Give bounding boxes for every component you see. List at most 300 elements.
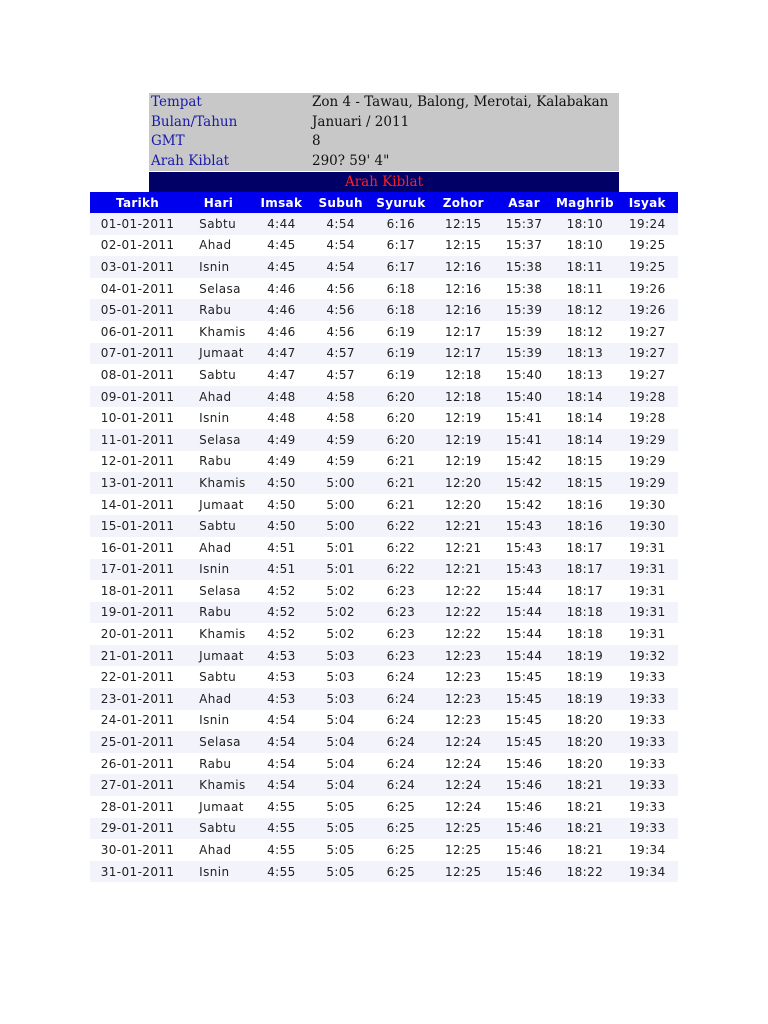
cell-syuruk: 6:23	[370, 645, 431, 667]
cell-tarikh: 01-01-2011	[90, 213, 185, 235]
cell-isyak: 19:31	[617, 537, 678, 559]
table-row	[90, 364, 678, 386]
table-row	[90, 861, 678, 883]
cell-zohor: 12:24	[432, 753, 495, 775]
cell-isyak: 19:31	[617, 602, 678, 624]
cell-tarikh: 29-01-2011	[90, 818, 185, 840]
cell-isyak: 19:33	[617, 818, 678, 840]
table-row	[90, 580, 678, 602]
info-value: Januari / 2011	[312, 113, 410, 130]
cell-hari: Sabtu	[185, 818, 252, 840]
table-row	[90, 731, 678, 753]
column-header-subuh: Subuh	[311, 192, 370, 213]
column-header-tarikh: Tarikh	[90, 192, 185, 213]
cell-imsak: 4:44	[252, 213, 311, 235]
cell-hari: Rabu	[185, 753, 252, 775]
cell-imsak: 4:47	[252, 343, 311, 365]
cell-asar: 15:45	[495, 688, 553, 710]
cell-hari: Sabtu	[185, 364, 252, 386]
cell-syuruk: 6:16	[370, 213, 431, 235]
cell-maghrib: 18:22	[553, 861, 616, 883]
cell-tarikh: 07-01-2011	[90, 343, 185, 365]
cell-imsak: 4:49	[252, 451, 311, 473]
cell-zohor: 12:16	[432, 299, 495, 321]
cell-hari: Khamis	[185, 774, 252, 796]
info-value: 290? 59' 4"	[312, 152, 390, 169]
arah-kiblat-banner: Arah Kiblat	[149, 172, 619, 192]
cell-zohor: 12:15	[432, 235, 495, 257]
cell-tarikh: 10-01-2011	[90, 407, 185, 429]
cell-maghrib: 18:15	[553, 472, 616, 494]
info-label: GMT	[151, 133, 185, 149]
cell-syuruk: 6:20	[370, 386, 431, 408]
column-header-asar: Asar	[495, 192, 553, 213]
cell-subuh: 4:56	[311, 299, 370, 321]
cell-subuh: 5:05	[311, 818, 370, 840]
cell-hari: Ahad	[185, 386, 252, 408]
cell-asar: 15:37	[495, 235, 553, 257]
cell-maghrib: 18:13	[553, 343, 616, 365]
cell-syuruk: 6:24	[370, 753, 431, 775]
cell-syuruk: 6:18	[370, 278, 431, 300]
cell-maghrib: 18:21	[553, 796, 616, 818]
cell-tarikh: 23-01-2011	[90, 688, 185, 710]
cell-isyak: 19:30	[617, 494, 678, 516]
cell-zohor: 12:19	[432, 429, 495, 451]
cell-syuruk: 6:22	[370, 515, 431, 537]
cell-zohor: 12:19	[432, 407, 495, 429]
cell-maghrib: 18:16	[553, 515, 616, 537]
cell-isyak: 19:26	[617, 278, 678, 300]
cell-asar: 15:43	[495, 559, 553, 581]
cell-tarikh: 02-01-2011	[90, 235, 185, 257]
cell-isyak: 19:25	[617, 235, 678, 257]
info-row-arah-kiblat	[149, 152, 619, 172]
cell-syuruk: 6:17	[370, 235, 431, 257]
cell-imsak: 4:49	[252, 429, 311, 451]
column-header-zohor: Zohor	[432, 192, 495, 213]
cell-imsak: 4:45	[252, 235, 311, 257]
cell-syuruk: 6:17	[370, 256, 431, 278]
cell-subuh: 4:54	[311, 256, 370, 278]
cell-imsak: 4:46	[252, 278, 311, 300]
cell-isyak: 19:34	[617, 839, 678, 861]
cell-syuruk: 6:24	[370, 688, 431, 710]
cell-tarikh: 19-01-2011	[90, 602, 185, 624]
cell-subuh: 4:57	[311, 343, 370, 365]
table-row	[90, 753, 678, 775]
cell-syuruk: 6:22	[370, 559, 431, 581]
cell-imsak: 4:54	[252, 753, 311, 775]
table-row	[90, 645, 678, 667]
cell-imsak: 4:50	[252, 494, 311, 516]
cell-subuh: 5:01	[311, 537, 370, 559]
cell-syuruk: 6:24	[370, 774, 431, 796]
cell-zohor: 12:25	[432, 839, 495, 861]
table-row	[90, 602, 678, 624]
cell-subuh: 5:04	[311, 731, 370, 753]
cell-maghrib: 18:19	[553, 666, 616, 688]
cell-maghrib: 18:21	[553, 774, 616, 796]
cell-zohor: 12:24	[432, 796, 495, 818]
cell-syuruk: 6:19	[370, 343, 431, 365]
cell-isyak: 19:34	[617, 861, 678, 883]
cell-maghrib: 18:21	[553, 839, 616, 861]
table-row	[90, 666, 678, 688]
cell-hari: Isnin	[185, 559, 252, 581]
cell-hari: Ahad	[185, 839, 252, 861]
cell-asar: 15:46	[495, 796, 553, 818]
cell-zohor: 12:23	[432, 710, 495, 732]
cell-syuruk: 6:25	[370, 839, 431, 861]
cell-asar: 15:46	[495, 818, 553, 840]
cell-tarikh: 03-01-2011	[90, 256, 185, 278]
cell-isyak: 19:27	[617, 321, 678, 343]
cell-isyak: 19:33	[617, 666, 678, 688]
cell-syuruk: 6:23	[370, 580, 431, 602]
cell-syuruk: 6:22	[370, 537, 431, 559]
cell-subuh: 5:05	[311, 861, 370, 883]
cell-asar: 15:40	[495, 386, 553, 408]
table-row	[90, 623, 678, 645]
table-row	[90, 515, 678, 537]
cell-syuruk: 6:20	[370, 429, 431, 451]
cell-subuh: 4:58	[311, 407, 370, 429]
cell-maghrib: 18:19	[553, 645, 616, 667]
cell-isyak: 19:31	[617, 580, 678, 602]
cell-maghrib: 18:10	[553, 235, 616, 257]
cell-isyak: 19:33	[617, 796, 678, 818]
cell-asar: 15:46	[495, 839, 553, 861]
location-info-table	[149, 93, 619, 171]
cell-subuh: 5:02	[311, 602, 370, 624]
table-row	[90, 494, 678, 516]
info-label: Arah Kiblat	[151, 152, 230, 169]
cell-tarikh: 16-01-2011	[90, 537, 185, 559]
column-header-isyak: Isyak	[617, 192, 678, 213]
cell-asar: 15:44	[495, 602, 553, 624]
cell-asar: 15:41	[495, 429, 553, 451]
cell-syuruk: 6:25	[370, 796, 431, 818]
cell-tarikh: 20-01-2011	[90, 623, 185, 645]
cell-subuh: 5:04	[311, 710, 370, 732]
cell-isyak: 19:26	[617, 299, 678, 321]
cell-imsak: 4:52	[252, 580, 311, 602]
cell-syuruk: 6:20	[370, 407, 431, 429]
cell-syuruk: 6:21	[370, 494, 431, 516]
cell-imsak: 4:53	[252, 688, 311, 710]
cell-maghrib: 18:11	[553, 278, 616, 300]
table-row	[90, 299, 678, 321]
cell-zohor: 12:24	[432, 774, 495, 796]
cell-tarikh: 25-01-2011	[90, 731, 185, 753]
cell-hari: Sabtu	[185, 213, 252, 235]
cell-zohor: 12:15	[432, 213, 495, 235]
cell-asar: 15:44	[495, 580, 553, 602]
cell-isyak: 19:29	[617, 451, 678, 473]
cell-syuruk: 6:24	[370, 710, 431, 732]
cell-subuh: 5:03	[311, 688, 370, 710]
cell-tarikh: 21-01-2011	[90, 645, 185, 667]
cell-hari: Khamis	[185, 321, 252, 343]
cell-subuh: 5:02	[311, 623, 370, 645]
cell-hari: Sabtu	[185, 666, 252, 688]
cell-asar: 15:46	[495, 861, 553, 883]
cell-tarikh: 06-01-2011	[90, 321, 185, 343]
cell-hari: Isnin	[185, 861, 252, 883]
cell-hari: Selasa	[185, 429, 252, 451]
cell-zohor: 12:21	[432, 537, 495, 559]
cell-asar: 15:44	[495, 623, 553, 645]
cell-hari: Jumaat	[185, 343, 252, 365]
cell-zohor: 12:24	[432, 731, 495, 753]
cell-imsak: 4:46	[252, 299, 311, 321]
table-row	[90, 321, 678, 343]
cell-zohor: 12:16	[432, 278, 495, 300]
cell-subuh: 5:03	[311, 645, 370, 667]
cell-zohor: 12:25	[432, 818, 495, 840]
cell-isyak: 19:31	[617, 559, 678, 581]
cell-imsak: 4:48	[252, 386, 311, 408]
cell-imsak: 4:53	[252, 645, 311, 667]
cell-hari: Khamis	[185, 472, 252, 494]
cell-asar: 15:39	[495, 321, 553, 343]
cell-subuh: 4:54	[311, 235, 370, 257]
cell-hari: Jumaat	[185, 494, 252, 516]
info-row-tempat	[149, 93, 619, 113]
info-value: Zon 4 - Tawau, Balong, Merotai, Kalabakan	[312, 94, 609, 110]
cell-syuruk: 6:21	[370, 472, 431, 494]
cell-isyak: 19:24	[617, 213, 678, 235]
cell-hari: Jumaat	[185, 796, 252, 818]
table-row	[90, 343, 678, 365]
cell-isyak: 19:33	[617, 731, 678, 753]
cell-subuh: 5:05	[311, 796, 370, 818]
table-row	[90, 407, 678, 429]
cell-hari: Selasa	[185, 731, 252, 753]
cell-isyak: 19:32	[617, 645, 678, 667]
cell-maghrib: 18:16	[553, 494, 616, 516]
table-row	[90, 213, 678, 235]
cell-zohor: 12:18	[432, 386, 495, 408]
info-label: Bulan/Tahun	[151, 113, 238, 130]
cell-tarikh: 05-01-2011	[90, 299, 185, 321]
cell-maghrib: 18:11	[553, 256, 616, 278]
table-header-row	[90, 192, 678, 213]
cell-maghrib: 18:12	[553, 299, 616, 321]
cell-subuh: 5:05	[311, 839, 370, 861]
column-header-imsak: Imsak	[252, 192, 311, 213]
cell-hari: Jumaat	[185, 645, 252, 667]
cell-imsak: 4:55	[252, 818, 311, 840]
cell-tarikh: 04-01-2011	[90, 278, 185, 300]
cell-maghrib: 18:20	[553, 753, 616, 775]
cell-imsak: 4:45	[252, 256, 311, 278]
cell-isyak: 19:33	[617, 774, 678, 796]
cell-subuh: 5:00	[311, 472, 370, 494]
cell-hari: Ahad	[185, 537, 252, 559]
cell-tarikh: 31-01-2011	[90, 861, 185, 883]
cell-hari: Khamis	[185, 623, 252, 645]
cell-tarikh: 12-01-2011	[90, 451, 185, 473]
cell-zohor: 12:23	[432, 688, 495, 710]
cell-zohor: 12:20	[432, 494, 495, 516]
cell-maghrib: 18:14	[553, 407, 616, 429]
cell-tarikh: 22-01-2011	[90, 666, 185, 688]
cell-subuh: 5:03	[311, 666, 370, 688]
table-row	[90, 429, 678, 451]
cell-asar: 15:41	[495, 407, 553, 429]
cell-maghrib: 18:19	[553, 688, 616, 710]
cell-imsak: 4:54	[252, 731, 311, 753]
cell-tarikh: 18-01-2011	[90, 580, 185, 602]
cell-imsak: 4:55	[252, 796, 311, 818]
table-row	[90, 256, 678, 278]
cell-syuruk: 6:25	[370, 818, 431, 840]
cell-subuh: 4:57	[311, 364, 370, 386]
table-row	[90, 839, 678, 861]
table-row	[90, 235, 678, 257]
info-value: 8	[312, 133, 321, 149]
cell-maghrib: 18:18	[553, 623, 616, 645]
cell-zohor: 12:22	[432, 602, 495, 624]
cell-asar: 15:42	[495, 494, 553, 516]
table-row	[90, 710, 678, 732]
column-header-maghrib: Maghrib	[553, 192, 616, 213]
cell-maghrib: 18:20	[553, 731, 616, 753]
info-row-gmt	[149, 132, 619, 152]
table-row	[90, 451, 678, 473]
cell-isyak: 19:33	[617, 753, 678, 775]
cell-hari: Selasa	[185, 580, 252, 602]
cell-subuh: 5:02	[311, 580, 370, 602]
table-row	[90, 796, 678, 818]
cell-zohor: 12:22	[432, 623, 495, 645]
cell-imsak: 4:48	[252, 407, 311, 429]
cell-asar: 15:46	[495, 774, 553, 796]
cell-tarikh: 27-01-2011	[90, 774, 185, 796]
cell-zohor: 12:20	[432, 472, 495, 494]
cell-maghrib: 18:10	[553, 213, 616, 235]
cell-zohor: 12:16	[432, 256, 495, 278]
cell-asar: 15:38	[495, 256, 553, 278]
cell-isyak: 19:27	[617, 343, 678, 365]
cell-imsak: 4:52	[252, 602, 311, 624]
cell-imsak: 4:54	[252, 774, 311, 796]
cell-isyak: 19:31	[617, 623, 678, 645]
cell-maghrib: 18:14	[553, 429, 616, 451]
cell-subuh: 5:01	[311, 559, 370, 581]
cell-isyak: 19:27	[617, 364, 678, 386]
column-header-syuruk: Syuruk	[370, 192, 431, 213]
cell-isyak: 19:29	[617, 429, 678, 451]
cell-tarikh: 26-01-2011	[90, 753, 185, 775]
cell-imsak: 4:54	[252, 710, 311, 732]
cell-syuruk: 6:24	[370, 666, 431, 688]
cell-asar: 15:43	[495, 515, 553, 537]
cell-zohor: 12:19	[432, 451, 495, 473]
cell-zohor: 12:21	[432, 515, 495, 537]
cell-asar: 15:44	[495, 645, 553, 667]
cell-tarikh: 15-01-2011	[90, 515, 185, 537]
table-row	[90, 278, 678, 300]
cell-zohor: 12:21	[432, 559, 495, 581]
cell-imsak: 4:51	[252, 537, 311, 559]
cell-hari: Selasa	[185, 278, 252, 300]
cell-isyak: 19:28	[617, 386, 678, 408]
cell-tarikh: 28-01-2011	[90, 796, 185, 818]
cell-syuruk: 6:21	[370, 451, 431, 473]
info-label: Tempat	[151, 94, 202, 110]
cell-asar: 15:46	[495, 753, 553, 775]
cell-asar: 15:39	[495, 299, 553, 321]
cell-asar: 15:42	[495, 451, 553, 473]
cell-zohor: 12:22	[432, 580, 495, 602]
cell-asar: 15:38	[495, 278, 553, 300]
cell-tarikh: 24-01-2011	[90, 710, 185, 732]
cell-subuh: 4:59	[311, 429, 370, 451]
table-row	[90, 537, 678, 559]
cell-imsak: 4:55	[252, 839, 311, 861]
info-row-bulan-tahun	[149, 113, 619, 133]
cell-imsak: 4:50	[252, 472, 311, 494]
cell-isyak: 19:33	[617, 710, 678, 732]
cell-maghrib: 18:18	[553, 602, 616, 624]
cell-isyak: 19:28	[617, 407, 678, 429]
cell-zohor: 12:25	[432, 861, 495, 883]
cell-isyak: 19:25	[617, 256, 678, 278]
cell-isyak: 19:30	[617, 515, 678, 537]
table-body	[90, 213, 678, 882]
cell-hari: Rabu	[185, 299, 252, 321]
cell-tarikh: 13-01-2011	[90, 472, 185, 494]
cell-hari: Isnin	[185, 407, 252, 429]
cell-maghrib: 18:12	[553, 321, 616, 343]
cell-asar: 15:45	[495, 710, 553, 732]
table-row	[90, 559, 678, 581]
cell-isyak: 19:29	[617, 472, 678, 494]
column-header-hari: Hari	[185, 192, 252, 213]
cell-subuh: 5:00	[311, 494, 370, 516]
cell-tarikh: 17-01-2011	[90, 559, 185, 581]
cell-syuruk: 6:23	[370, 602, 431, 624]
cell-syuruk: 6:24	[370, 731, 431, 753]
cell-subuh: 5:04	[311, 753, 370, 775]
cell-imsak: 4:52	[252, 623, 311, 645]
cell-hari: Isnin	[185, 256, 252, 278]
table-row	[90, 386, 678, 408]
cell-maghrib: 18:17	[553, 580, 616, 602]
cell-imsak: 4:46	[252, 321, 311, 343]
cell-asar: 15:42	[495, 472, 553, 494]
table-row	[90, 472, 678, 494]
cell-zohor: 12:23	[432, 645, 495, 667]
prayer-times-table	[90, 192, 678, 882]
table-row	[90, 688, 678, 710]
cell-hari: Rabu	[185, 602, 252, 624]
cell-zohor: 12:23	[432, 666, 495, 688]
cell-subuh: 4:58	[311, 386, 370, 408]
cell-syuruk: 6:19	[370, 364, 431, 386]
cell-hari: Sabtu	[185, 515, 252, 537]
cell-tarikh: 11-01-2011	[90, 429, 185, 451]
cell-imsak: 4:50	[252, 515, 311, 537]
cell-tarikh: 08-01-2011	[90, 364, 185, 386]
cell-syuruk: 6:25	[370, 861, 431, 883]
cell-hari: Rabu	[185, 451, 252, 473]
cell-tarikh: 14-01-2011	[90, 494, 185, 516]
cell-hari: Ahad	[185, 235, 252, 257]
